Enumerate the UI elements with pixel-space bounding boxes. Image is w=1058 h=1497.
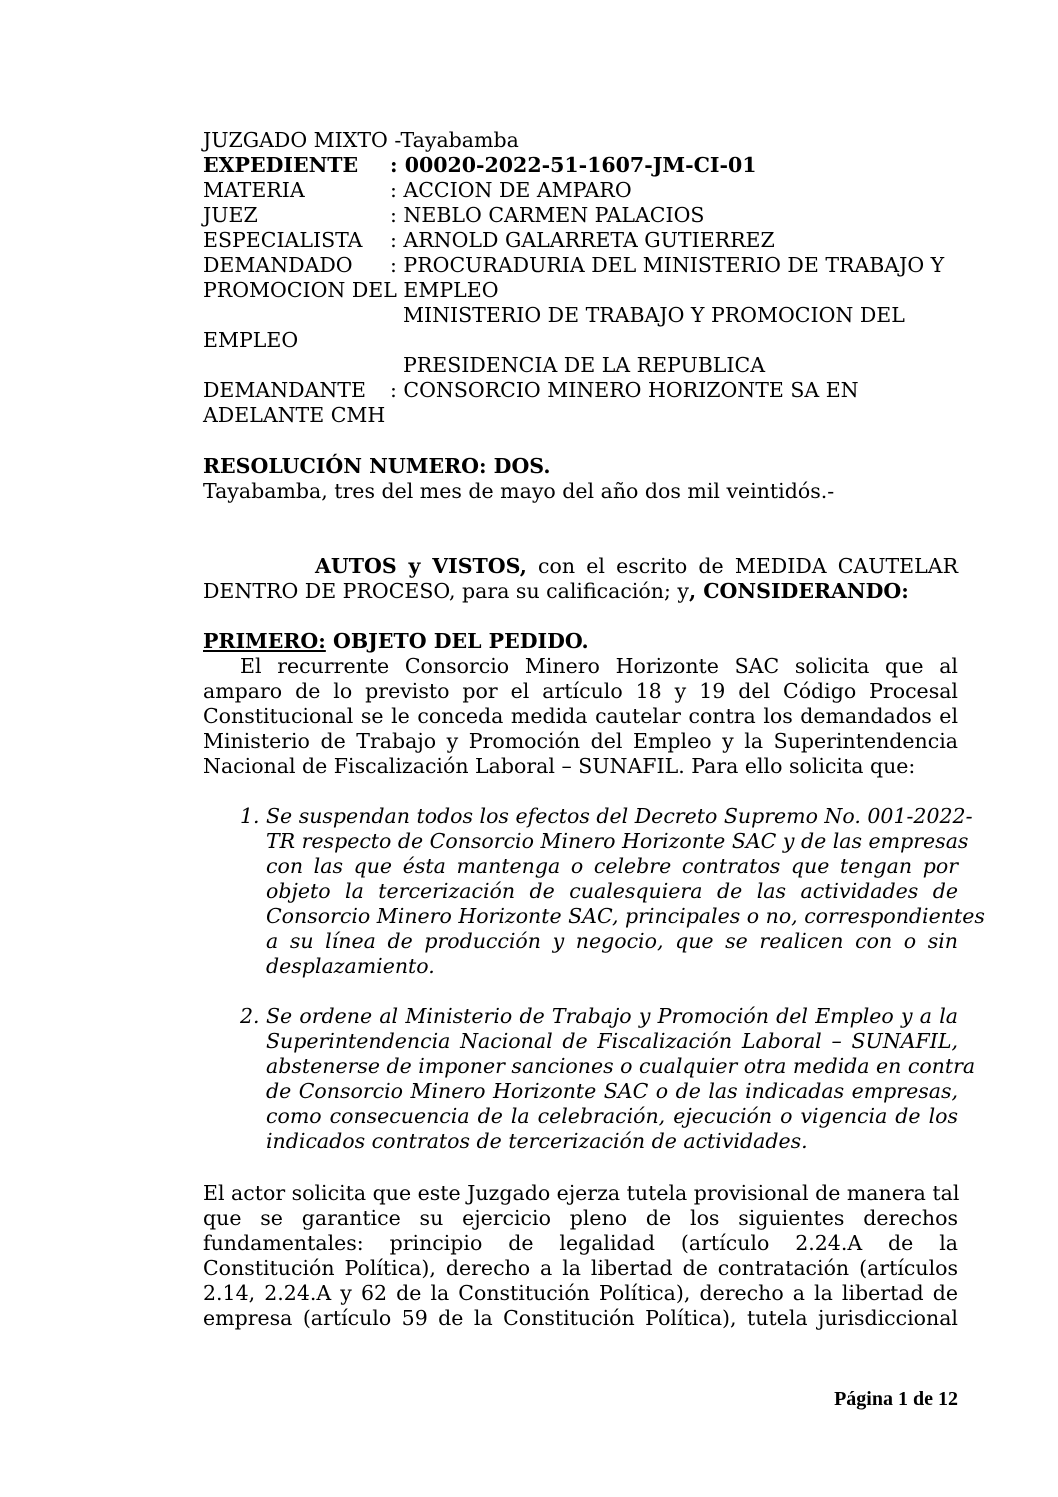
primero-line: amparo de lo previsto por el artículo 18 y 19 del Código Procesal bbox=[203, 679, 958, 703]
juez-value: : NEBLO CARMEN PALACIOS bbox=[390, 203, 705, 227]
primero-line: Constitucional se le conceda medida cautelar contra los demandados el bbox=[203, 704, 958, 728]
juez-label: JUEZ bbox=[203, 203, 258, 227]
demandado-value-3: PRESIDENCIA DE LA REPUBLICA bbox=[403, 353, 766, 377]
autos-text-1: con el escrito de MEDIDA CAUTELAR bbox=[526, 554, 959, 578]
autos-line-2 bbox=[203, 579, 909, 604]
closing-line: 2.14, 2.24.A y 62 de la Constitución Política), derecho a la libertad de bbox=[203, 1281, 958, 1305]
considerando: , CONSIDERANDO: bbox=[688, 579, 909, 603]
especialista-label: ESPECIALISTA bbox=[203, 228, 363, 252]
materia-value: : ACCION DE AMPARO bbox=[390, 178, 632, 202]
demandado-value-1-cont: PROMOCION DEL EMPLEO bbox=[203, 278, 499, 302]
request-2-line: indicados contratos de tercerización de actividades. bbox=[266, 1129, 808, 1153]
closing-line: empresa (artículo 59 de la Constitución Política), tutela jurisdiccional bbox=[203, 1306, 958, 1330]
primero-line: Ministerio de Trabajo y Promoción del Empleo y la Superintendencia bbox=[203, 729, 958, 753]
demandado-value-2: MINISTERIO DE TRABAJO Y PROMOCION DEL bbox=[403, 303, 905, 327]
demandante-label: DEMANDANTE bbox=[203, 378, 366, 402]
primero-label: PRIMERO: bbox=[203, 629, 326, 653]
request-2-line: Superintendencia Nacional de Fiscalización Laboral – SUNAFIL, bbox=[266, 1029, 958, 1053]
resolution-date: Tayabamba, tres del mes de mayo del año dos mil veintidós.- bbox=[203, 479, 835, 503]
demandante-value: : CONSORCIO MINERO HORIZONTE SA EN bbox=[390, 378, 859, 402]
expediente-value: : 00020-2022-51-1607-JM-CI-01 bbox=[390, 153, 757, 177]
closing-line: fundamentales: principio de legalidad (artículo 2.24.A de la bbox=[203, 1231, 958, 1255]
request-1-line: con las que ésta mantenga o celebre contratos que tengan por bbox=[266, 854, 958, 878]
demandante-row bbox=[203, 378, 859, 403]
autos-text-2: DENTRO DE PROCESO, para su calificación; y bbox=[203, 579, 689, 603]
request-1-number: 1. bbox=[240, 804, 260, 828]
request-1-line: Consorcio Minero Horizonte SAC, principales o no, correspondientes bbox=[266, 904, 985, 928]
demandado-value-1: : PROCURADURIA DEL MINISTERIO DE TRABAJO Y bbox=[390, 253, 945, 277]
primero-line: Nacional de Fiscalización Laboral – SUNAFIL. Para ello solicita que: bbox=[203, 754, 916, 778]
request-1-line: desplazamiento. bbox=[266, 954, 435, 978]
page-number: Página 1 de 12 bbox=[834, 1388, 958, 1410]
demandante-value-cont: ADELANTE CMH bbox=[203, 403, 386, 427]
demandado-row bbox=[203, 253, 944, 278]
request-1-line: objeto la tercerización de cualesquiera de las actividades de bbox=[266, 879, 958, 903]
request-2-line: como consecuencia de la celebración, ejecución o vigencia de los bbox=[266, 1104, 958, 1128]
demandado-label: DEMANDADO bbox=[203, 253, 353, 277]
expediente-row bbox=[203, 153, 757, 178]
expediente-label: EXPEDIENTE bbox=[203, 153, 359, 177]
closing-line: que se garantice su ejercicio pleno de los siguientes derechos bbox=[203, 1206, 958, 1230]
request-2-line: de Consorcio Minero Horizonte SAC o de las indicadas empresas, bbox=[266, 1079, 958, 1103]
request-2-line: abstenerse de imponer sanciones o cualquier otra medida en contra bbox=[266, 1054, 976, 1078]
court-name: JUZGADO MIXTO -Tayabamba bbox=[203, 128, 519, 152]
closing-line: Constitución Política), derecho a la libertad de contratación (artículos bbox=[203, 1256, 958, 1280]
especialista-row bbox=[203, 228, 775, 253]
primero-heading bbox=[203, 629, 589, 654]
autos-line-1 bbox=[315, 554, 958, 579]
closing-line: El actor solicita que este Juzgado ejerza tutela provisional de manera tal bbox=[203, 1181, 960, 1205]
primero-title: OBJETO DEL PEDIDO. bbox=[325, 629, 589, 653]
request-1-line: a su línea de producción y negocio, que se realicen con o sin bbox=[266, 929, 958, 953]
request-2-number: 2. bbox=[240, 1004, 260, 1028]
request-1-line: TR respecto de Consorcio Minero Horizonte SAC y de las empresas bbox=[266, 829, 969, 853]
especialista-value: : ARNOLD GALARRETA GUTIERREZ bbox=[390, 228, 775, 252]
request-2-line: Se ordene al Ministerio de Trabajo y Promoción del Empleo y a la bbox=[266, 1004, 958, 1028]
primero-line: El recurrente Consorcio Minero Horizonte SAC solicita que al bbox=[240, 654, 958, 678]
demandado-value-2-cont: EMPLEO bbox=[203, 328, 299, 352]
materia-label: MATERIA bbox=[203, 178, 305, 202]
materia-row bbox=[203, 178, 632, 203]
juez-row bbox=[203, 203, 704, 228]
request-1-line: Se suspendan todos los efectos del Decreto Supremo No. 001-2022- bbox=[266, 804, 973, 828]
resolution-title: RESOLUCIÓN NUMERO: DOS. bbox=[203, 454, 551, 478]
autos-bold: AUTOS y VISTOS, bbox=[315, 554, 527, 578]
